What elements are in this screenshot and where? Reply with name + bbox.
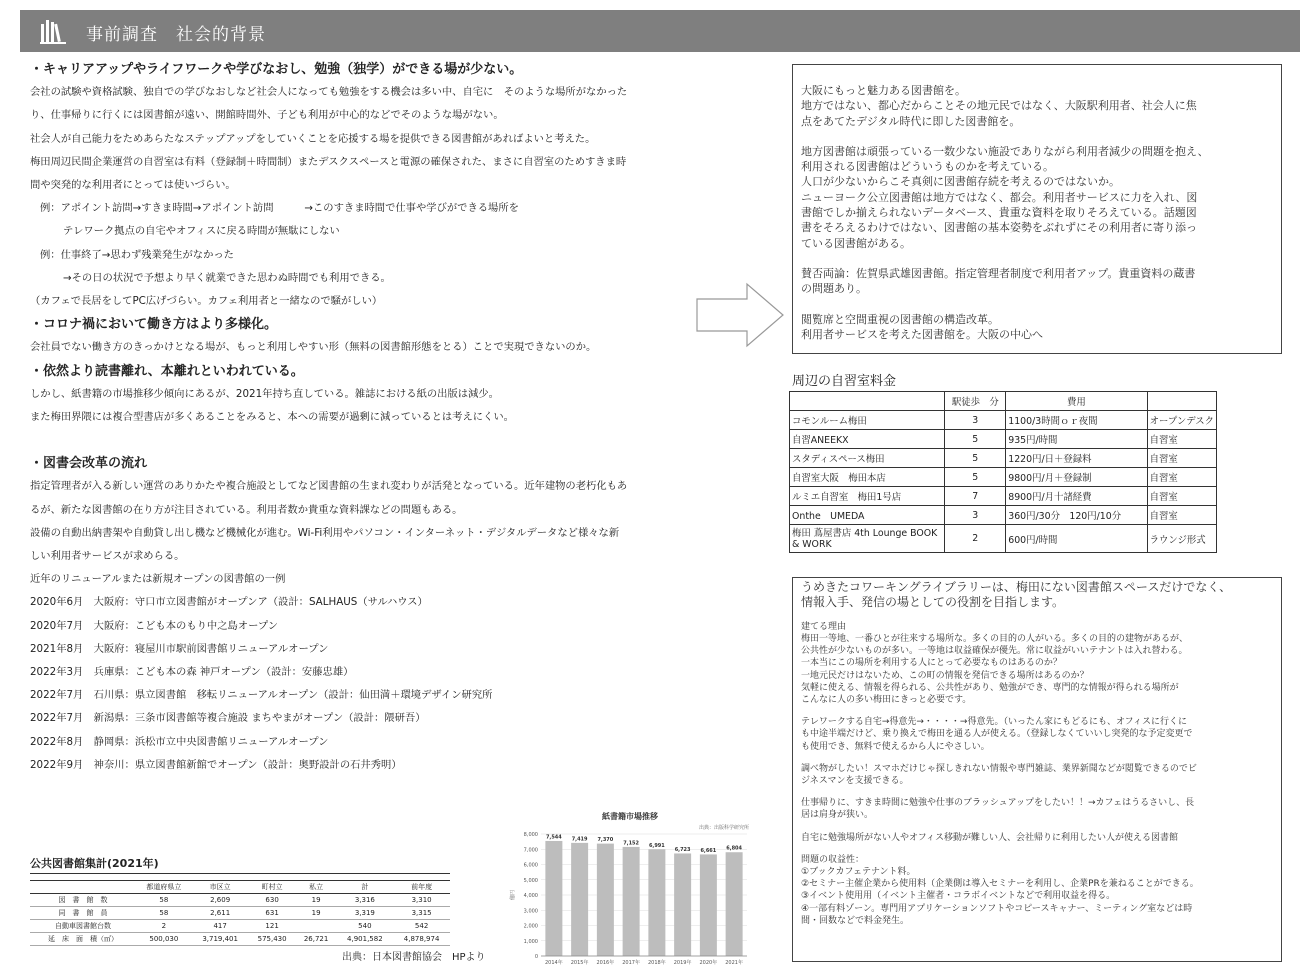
text-line: テレワーク拠点の自宅やオフィスに戻る時間が無駄にしない — [63, 225, 340, 238]
table-cell: 19 — [296, 907, 337, 920]
text-line: 問題の収益性： — [801, 854, 865, 865]
table-cell: 梅田 蔦屋書店 4th Lounge BOOK & WORK — [790, 525, 945, 553]
table-cell: 2 — [136, 920, 192, 933]
text-line: 人口が少ないからこそ真剣に図書館存続を考えるのではないか。 — [801, 175, 1120, 189]
x-tick-label: 2020年 — [699, 960, 718, 966]
table-cell: 600円/時間 — [1006, 525, 1147, 553]
table-header-row — [30, 881, 450, 894]
table-cell: 自習室 — [1147, 487, 1216, 506]
x-tick-label: 2018年 — [648, 960, 666, 966]
x-tick-label: 2019年 — [673, 960, 692, 966]
table-cell: 7 — [945, 487, 1006, 506]
study-room-price-table — [789, 391, 1217, 553]
table-cell: 3,319 — [336, 907, 393, 920]
table-cell: 26,721 — [296, 933, 337, 946]
header-cell: 市区立 — [192, 881, 249, 894]
table-cell: 5 — [945, 468, 1006, 487]
table-cell: 121 — [249, 920, 296, 933]
text-line: 会社員でない働き方のきっかけとなる場が、もっと利用しやすい形（無料の図書館形態をとる）ことで実現できないのか。 — [30, 341, 597, 354]
table-cell: 3,310 — [393, 894, 450, 907]
header-cell: 前年度 — [393, 881, 450, 894]
text-line: 居は肩身が狭い。 — [801, 810, 874, 821]
header-cell: 私立 — [296, 881, 337, 894]
table-cell: オープンデスク — [1147, 411, 1216, 430]
spacer — [30, 429, 720, 452]
text-line: 公共性が少ないものが多い。一等地は収益確保が優先。常に収益がいいテナントは入れ替わる。 — [801, 646, 1188, 657]
text-line: ①ブックカフェテナント料。 — [801, 867, 916, 878]
header-cell: 都道府県立 — [136, 881, 192, 894]
study-room-table-caption: 周辺の自習室料金 — [792, 374, 897, 389]
bar — [597, 844, 614, 956]
chart-title: 紙書籍市場推移 — [602, 812, 658, 821]
table-header-row — [790, 392, 1217, 411]
text-line: 例：アポイント訪問→すきま時間→アポイント訪問 →このすきま時間で仕事や学びができる場所を — [40, 202, 519, 215]
text-line: 一地元民だけはないため、この町の情報を発信できる場所はあるのか？ — [801, 670, 1089, 681]
data-label: 6,991 — [648, 842, 665, 849]
concept-box — [792, 64, 1282, 354]
spacer — [801, 297, 1281, 312]
text-line: 気軽に使える、情報を得られる、公共性があり、勉強ができ、専門的な情報が得られる場所が — [801, 682, 1179, 693]
table-cell: 自動車図書館台数 — [30, 920, 136, 933]
table-cell: 540 — [336, 920, 393, 933]
background-research-text — [30, 58, 720, 777]
table-cell: スタディスペース梅田 — [790, 449, 945, 468]
table-cell: 自習室 — [1147, 468, 1216, 487]
bar — [674, 853, 691, 956]
table-cell: コモンルーム梅田 — [790, 411, 945, 430]
header-cell: 町村立 — [249, 881, 296, 894]
header-cell — [790, 392, 945, 411]
section-header — [20, 10, 1300, 52]
text-line: 建てる理由 — [801, 621, 847, 632]
y-tick-label: 2,000 — [523, 923, 538, 930]
chart-source: 出典：出版科学研究所 — [698, 825, 749, 831]
table-cell — [296, 920, 337, 933]
table-cell: 2,609 — [192, 894, 249, 907]
text-line: 例：仕事終了→思わず残業発生がなかった — [40, 248, 234, 261]
text-line: ③イベント使用用（イベント主催者・コラボイベントなどで利用収益を得る。 — [801, 891, 1116, 902]
table-row — [790, 411, 1217, 430]
text-line: テレワークする自宅→得意先→・・・・→得意先。（いったん家にもどるにも、オフィスに行くに — [801, 717, 1187, 728]
text-line: 書をそろえるわけではない、図書館の基本姿勢をぶれずにその利用者に寄り添っ — [801, 221, 1197, 235]
text-line: も使用でき、無料で使えるから人にやさしい。 — [801, 741, 990, 752]
table-row — [30, 920, 450, 933]
text-line: （カフェで長居をしてPC広げづらい。カフェ利用者と一緒なので騒がしい） — [30, 295, 383, 308]
text-line: →その日の状況で予想より早く就業できた思わぬ時間でも利用できる。 — [63, 271, 391, 284]
text-line: 2022年7月 新潟県：三条市図書館等複合施設 まちやまがオープン（設計：隈研吾） — [30, 712, 426, 725]
books-icon — [40, 18, 66, 44]
section-heading: ・依然より読書離れ、本離れといわれている。 — [30, 363, 304, 379]
table-cell: 19 — [296, 894, 337, 907]
text-line: 梅田一等地、一番ひとが往来する場所な。多くの目的の人がいる。多くの目的の建物があるが、 — [801, 634, 1189, 645]
library-stats-table — [30, 880, 450, 946]
text-line: 2022年9月 神奈川：県立図書館新館でオープン（設計：奥野設計の石井秀明） — [30, 758, 402, 771]
table-cell: 4,878,974 — [393, 933, 450, 946]
table-cell: 2,611 — [192, 907, 249, 920]
table-cell: Onthe UMEDA — [790, 506, 945, 525]
text-line: 一本当にこの場所を利用する人にとって必要なものはあるのか？ — [801, 658, 1062, 669]
y-tick-label: 0 — [534, 954, 538, 960]
spacer — [801, 611, 1281, 621]
y-tick-label: 4,000 — [523, 893, 538, 899]
x-tick-label: 2015年 — [570, 960, 589, 966]
text-line: 仕事帰りに、すきま時間に勉強や仕事のブラッシュアップをしたい！！→カフェはうるさいし、長 — [801, 798, 1195, 809]
table-cell: 935円/時間 — [1006, 430, 1147, 449]
data-label: 7,544 — [545, 834, 562, 841]
table-cell: ルミエ自習室 梅田1号店 — [790, 487, 945, 506]
data-label: 7,370 — [597, 837, 614, 844]
text-line: 2020年6月 大阪府：守口市立図書館がオープンア（設計：SALHAUS（サルハウス） — [30, 596, 428, 609]
table-cell: 630 — [249, 894, 296, 907]
text-line: ニューヨーク公立図書館は地方ではなく、都会。利用者サービスに力を入れ、図 — [801, 190, 1198, 204]
text-line: り、仕事帰りに行くには図書館が遠い、開館時間外、子ども利用が中心的などでそのような場がない。 — [30, 109, 504, 122]
right-arrow-icon — [695, 282, 785, 348]
text-line: の問題あり。 — [801, 282, 867, 296]
text-line: 近年のリニューアルまたは新規オープンの図書館の一例 — [30, 573, 286, 586]
table-cell: 自習ANEEKX — [790, 430, 945, 449]
data-label: 6,661 — [700, 847, 717, 854]
text-line: 賛否両論：佐賀県武雄図書館。指定管理者制度で利用者アップ。貴重資料の蔵書 — [801, 266, 1196, 280]
data-label: 6,723 — [674, 846, 691, 853]
section-heading: ・図書会改革の流れ — [30, 456, 148, 472]
bar — [700, 854, 717, 956]
table-cell: 631 — [249, 907, 296, 920]
text-line: ている図書館がある。 — [801, 236, 911, 250]
library-stats — [30, 855, 450, 946]
text-line: ②セミナー主催企業から使用料（企業側は導入セミナーを利用し、企業PRを兼ねることができる。 — [801, 879, 1199, 890]
table-cell: 58 — [136, 894, 192, 907]
bar — [726, 852, 743, 956]
table-cell: 360円/30分 120円/10分 — [1006, 506, 1147, 525]
section-heading: ・コロナ禍において働き方はより多様化。 — [30, 317, 278, 333]
spacer — [801, 129, 1281, 144]
table-row — [30, 907, 450, 920]
table-cell: 3 — [945, 506, 1006, 525]
y-tick-label: 8,000 — [523, 832, 538, 838]
x-tick-label: 2014年 — [545, 960, 563, 966]
library-stats-title: 公共図書館集計(2021年) — [30, 855, 450, 874]
table-cell: 自習室 — [1147, 449, 1216, 468]
text-line: 閲覧席と空間重視の図書館の構造改革。 — [801, 312, 999, 326]
table-cell: 575,430 — [249, 933, 296, 946]
text-line: こんなに人の多い梅田にきっと必要です。 — [801, 695, 972, 706]
text-line: 2022年3月 兵庫県：こども本の森 神戸オープン（設計：安藤忠雄） — [30, 666, 354, 679]
data-label: 6,804 — [726, 845, 743, 852]
page-title: 事前調査 社会的背景 — [86, 25, 266, 45]
x-tick-label: 2017年 — [622, 960, 640, 966]
text-line: うめきたコワーキングライブラリーは、梅田にない図書館スペースだけでなく、 — [801, 580, 1232, 594]
table-row — [30, 894, 450, 907]
table-cell: 9800円/月＋登録制 — [1006, 468, 1147, 487]
text-line: 自宅に勉強場所がない人やオフィス移動が難しい人、会社帰りに利用したい人が使える図書館 — [801, 832, 1179, 843]
text-line: 2022年8月 静岡県：浜松市立中央図書館リニューアルオープン — [30, 735, 329, 748]
text-line: 点をあてたデジタル時代に即した図書館を。 — [801, 114, 1021, 128]
table-cell: 542 — [393, 920, 450, 933]
text-line: 間・回数などで料金発生。 — [801, 915, 910, 926]
y-tick-label: 1,000 — [523, 938, 538, 945]
data-label: 7,152 — [623, 840, 640, 847]
text-line: 社会人が自己能力をためあらたなステップアップをしていくことを応援する場を提供できる図書館があればよいと考えた。 — [30, 132, 596, 145]
spacer — [801, 844, 1281, 854]
table-cell: 3,719,401 — [192, 933, 249, 946]
table-cell: 5 — [945, 449, 1006, 468]
spacer — [801, 251, 1281, 266]
text-line: 調べ物がしたい！スマホだけじゃ探しきれない情報や専門雑誌、業界新聞などが閲覧できるのでビ — [801, 763, 1197, 774]
text-line: 会社の試験や資格試験、独自での学びなおしなど社会人になっても勉強をする機会は多い中、自宅に そのような場所がなかった — [30, 86, 628, 99]
text-line: も中途半端だけど、乗り換えで梅田を通る人が使える。（登録しなくていいし突発的な予定変更で — [801, 729, 1193, 740]
text-line: 情報入手、発信の場としての役割を目指します。 — [801, 595, 1065, 610]
coworking-library-box — [792, 577, 1282, 962]
table-cell: 図 書 館 数 — [30, 894, 136, 907]
text-line: 指定管理者が入る新しい運営のありかたや複合施設としてなど図書館の生まれ変わりが活発となっている。近年建物の老朽化もあ — [30, 480, 628, 493]
table-cell: 3,315 — [393, 907, 450, 920]
text-line: 利用者サービスを考えた図書館を。大阪の中心へ — [801, 327, 1043, 341]
table-cell: 自習室大阪 梅田本店 — [790, 468, 945, 487]
text-line: ジネスマンを支援できる。 — [801, 776, 909, 787]
text-line: 地方図書館は頑張っている一数少ない施設でありながら利用者減少の問題を抱え、 — [801, 144, 1209, 158]
header-cell: 計 — [336, 881, 393, 894]
y-tick-label: 7,000 — [523, 847, 538, 854]
table-row — [790, 525, 1217, 553]
table-cell: 同 書 館 員 — [30, 907, 136, 920]
y-axis-label: 億円 — [510, 889, 516, 901]
text-line: 2020年7月 大阪府：こども本のもり中之島オープン — [30, 619, 279, 632]
table-cell: 500,030 — [136, 933, 192, 946]
table-row — [790, 487, 1217, 506]
source-note: 出典：日本図書館協会 HPより — [342, 952, 486, 963]
header-cell: 駅徒歩 分 — [945, 392, 1006, 411]
table-cell: 3,316 — [336, 894, 393, 907]
spacer — [801, 787, 1281, 797]
y-tick-label: 6,000 — [523, 862, 538, 869]
text-line: しい利用者サービスが求めらる。 — [30, 550, 185, 563]
header-cell — [30, 881, 136, 894]
table-row — [30, 933, 450, 946]
section-heading: ・キャリアアップやライフワークや学びなおし、勉強（独学）ができる場が少ない。 — [30, 62, 523, 77]
table-cell: 延 床 面 積（㎡） — [30, 933, 136, 946]
text-line: 書館でしか揃えられないデータベース、貴重な資料を取りそろえている。話題図 — [801, 206, 1197, 220]
x-tick-label: 2021年 — [725, 960, 743, 966]
table-cell: 5 — [945, 430, 1006, 449]
table-row — [790, 449, 1217, 468]
bar — [571, 843, 588, 956]
table-row — [790, 506, 1217, 525]
text-line: 2021年8月 大阪府：寝屋川市駅前図書館リニューアルオープン — [30, 642, 329, 655]
table-cell: 自習室 — [1147, 430, 1216, 449]
table-row — [790, 430, 1217, 449]
text-line: 大阪にもっと魅力ある図書館を。 — [801, 84, 966, 97]
bar — [545, 841, 562, 956]
bar — [623, 847, 640, 956]
table-cell: 1220円/日＋登録料 — [1006, 449, 1147, 468]
table-cell: ラウンジ形式 — [1147, 525, 1216, 553]
table-row — [790, 468, 1217, 487]
x-tick-label: 2016年 — [596, 960, 615, 966]
text-line: 利用される図書館はどういうものかを考えている。 — [801, 160, 1054, 174]
spacer — [801, 706, 1281, 716]
y-tick-label: 3,000 — [523, 908, 538, 915]
spacer — [801, 753, 1281, 763]
text-line: また梅田界隈には複合型書店が多くあることをみると、本への需要が過剰に減っているとは考えにくい。 — [30, 411, 514, 424]
text-line: 地方ではない、都心だからことその地元民ではなく、大阪駅利用者、社会人に焦 — [801, 99, 1197, 113]
text-line: 間や突発的な利用者にとっては使いづらい。 — [30, 179, 236, 192]
table-cell: 8900円/月十諸経費 — [1006, 487, 1147, 506]
table-cell: 2 — [945, 525, 1006, 553]
table-cell: 1100/3時間ｏｒ夜間 — [1006, 411, 1147, 430]
text-line: 2022年7月 石川県：県立図書館 移転リニューアルオープン（設計：仙田満＋環境デザイン研究所 — [30, 689, 493, 702]
header-cell: 費用 — [1006, 392, 1147, 411]
text-line: ④一部有料ゾーン。専門用アプリケーションソフトやコピースキャナー、ミーティング室などは時 — [801, 903, 1193, 914]
spacer — [801, 822, 1281, 832]
table-cell: 自習室 — [1147, 506, 1216, 525]
book-market-chart — [505, 808, 755, 968]
y-tick-label: 5,000 — [523, 877, 538, 884]
text-line: 梅田周辺民間企業運営の自習室は有料（登録制＋時間制）またデスクスペースと電源の確保された、まさに自習室のためすきま時 — [30, 155, 627, 168]
table-cell: 417 — [192, 920, 249, 933]
table-cell: 4,901,582 — [336, 933, 393, 946]
table-cell: 3 — [945, 411, 1006, 430]
text-line: しかし、紙書籍の市場推移少傾向にあるが、2021年持ち直している。雑誌における紙の出版は減少。 — [30, 387, 499, 400]
header-cell — [1147, 392, 1216, 411]
text-line: るが、新たな図書館の在り方が注目されている。利用者数か貴重な資料課などの問題もある。 — [30, 503, 463, 516]
data-label: 7,419 — [571, 836, 588, 843]
table-cell: 58 — [136, 907, 192, 920]
bar — [648, 849, 665, 956]
text-line: 設備の自動出納書架や自動貸し出し機など機械化が進む。Wi-Fi利用やパソコン・インターネット・デジタルデータなど様々な新 — [30, 526, 620, 539]
